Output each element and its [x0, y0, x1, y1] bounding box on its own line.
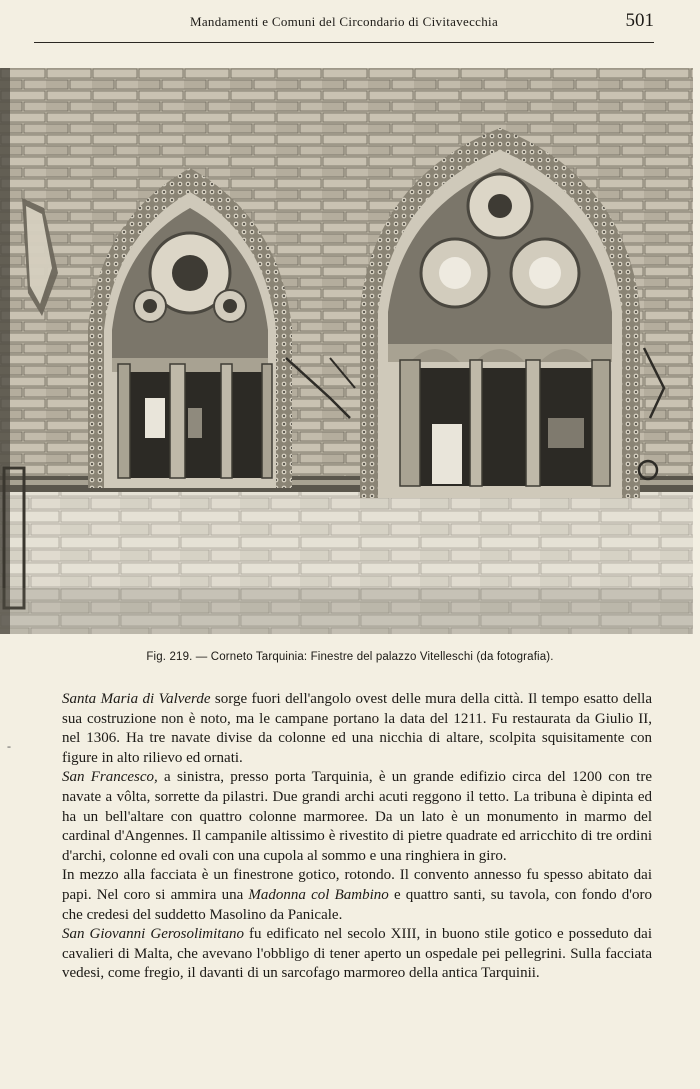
italic-run: San Giovanni Gerosolimitano [62, 926, 244, 943]
header-rule [34, 42, 654, 43]
text-run: In mezzo alla facciata è un finestrone gotico, rotondo. Il convento annesso fu spesso abitato dai papi. Nel coro si ammira una [62, 867, 652, 903]
text-run: a sinistra, presso porta Tarquinia, è un grande edifizio circa del 1200 con tre navate a vôlta, sorrette da pilastri. Due grandi archi acuti reggono il tetto. La tribuna è dipinta ed ha un bell'altare con quattro colonne marmoree. Da un lato è un monumento in marmo del cardinal d'Angennes. Il campanile altissimo è rivestito di pietre quadrate ed arricchito di tre ordini d'archi, colonne ed ovali con una cupola al sommo e una ringhiera in giro. [62, 769, 652, 864]
figure-caption: Fig. 219. — Corneto Tarquinia: Finestre del palazzo Vitelleschi (da fotografia). [146, 651, 554, 663]
page-header [34, 8, 654, 38]
italic-run: San Francesco, [62, 769, 158, 786]
italic-run: Santa Maria di Valverde [62, 691, 211, 707]
photo-palazzo-vitelleschi-windows [0, 68, 693, 634]
paragraph [62, 866, 652, 925]
running-title: Mandamenti e Comuni del Circondario di Civitavecchia [189, 14, 499, 29]
page-number: 501 [625, 10, 654, 31]
italic-run: Madonna col Bambino [248, 886, 389, 903]
paragraph [62, 690, 652, 768]
paragraph [62, 768, 652, 866]
text-run: e quattro santi, su tavola, con fondo d'oro che credesi del suddetto Masolino da Panicale. [62, 886, 652, 923]
text-run: fu edificato nel secolo XIII, in buono stile gotico e posseduto dai cavalieri di Malta, che avevano l'obbligo di tener aperto un ospedale pei pellegrini. Sulla facciata vedesi, come fregio, il davanti di un sarcofago marmoreo della antica Tarquinii. [62, 926, 653, 982]
body-text [62, 690, 652, 984]
text-run: sorge fuori dell'angolo ovest delle mura della città. Il tempo esatto della sua costruzione non è noto, ma le campane portano la data del 1211. Fu restaurata da Giulio II, nel 1306. Ha tre navate divise da colonne ed una nicchia di altare, scolpita squisitamente con figure in alto rilievo ed ornati. [62, 691, 652, 766]
margin-mark: - [7, 739, 11, 753]
paragraph [62, 925, 652, 984]
